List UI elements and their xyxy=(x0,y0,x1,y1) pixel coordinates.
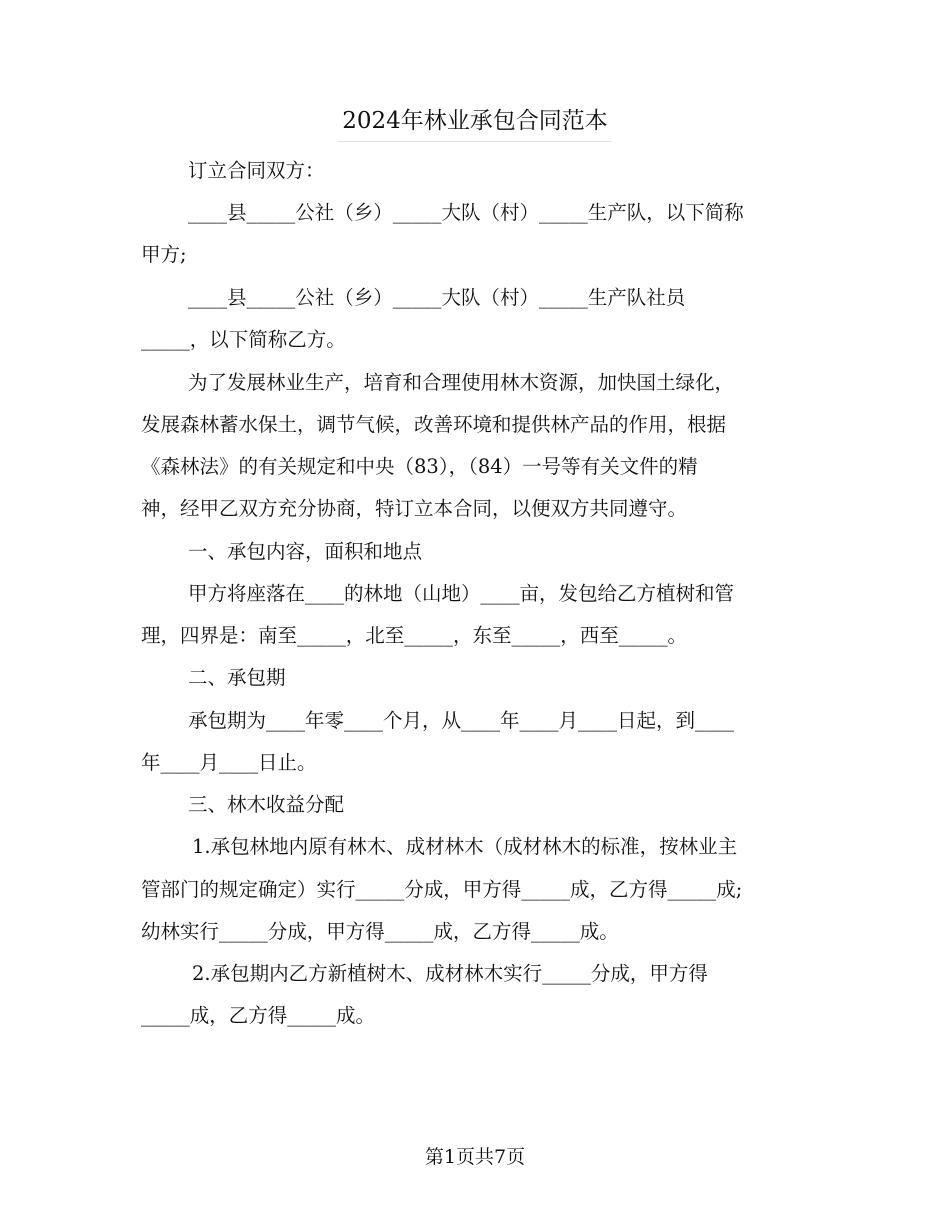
section-1-line-2: 理，四界是：南至_____，北至_____，东至_____，西至_____。 xyxy=(141,624,688,647)
section-2-line-2: 年____月____日止。 xyxy=(141,751,317,774)
section-2-line-1: 承包期为____年零____个月，从____年____月____日起，到____ xyxy=(188,709,735,732)
party-a-line-1: ____县_____公社（乡）_____大队（村）_____生产队，以下简称 xyxy=(188,201,744,224)
section-2-heading: 二、承包期 xyxy=(188,666,286,689)
party-b-line-2: _____，以下简称乙方。 xyxy=(141,328,346,351)
purpose-line-2: 发展森林蓄水保土，调节气候，改善环境和提供林产品的作用，根据 xyxy=(141,413,727,436)
section-1-heading: 一、承包内容，面积和地点 xyxy=(188,540,423,563)
clause-2-line-2: _____成，乙方得_____成。 xyxy=(141,1004,376,1027)
purpose-line-1: 为了发展林业生产，培育和合理使用林木资源，加快国土绿化， xyxy=(188,371,735,394)
clause-1-line-2: 管部门的规定确定）实行_____分成，甲方得_____成，乙方得_____成; xyxy=(141,878,743,901)
document-title xyxy=(0,103,950,142)
page-number: 第1页共7页 xyxy=(424,1146,526,1168)
title-text: 2024年林业承包合同范本 xyxy=(338,103,612,142)
section-1-line-1: 甲方将座落在____的林地（山地）____亩，发包给乙方植树和管 xyxy=(188,582,735,605)
party-b-line-1: ____县_____公社（乡）_____大队（村）_____生产队社员 xyxy=(188,286,686,309)
clause-1-line-1: 1.承包林地内原有林木、成材林木（成材林木的标准，按林业主 xyxy=(192,835,738,858)
clause-2-line-1: 2.承包期内乙方新植树木、成材林木实行_____分成，甲方得 xyxy=(192,962,708,985)
parties-heading: 订立合同双方： xyxy=(188,159,325,182)
purpose-line-3: 《森林法》的有关规定和中央（83），（84）一号等有关文件的精 xyxy=(141,455,698,478)
section-3-heading: 三、林木收益分配 xyxy=(188,793,345,816)
clause-1-line-3: 幼林实行_____分成，甲方得_____成，乙方得_____成。 xyxy=(141,920,619,943)
party-a-line-2: 甲方; xyxy=(141,243,187,266)
purpose-line-4: 神，经甲乙双方充分协商，特订立本合同，以便双方共同遵守。 xyxy=(141,497,688,520)
